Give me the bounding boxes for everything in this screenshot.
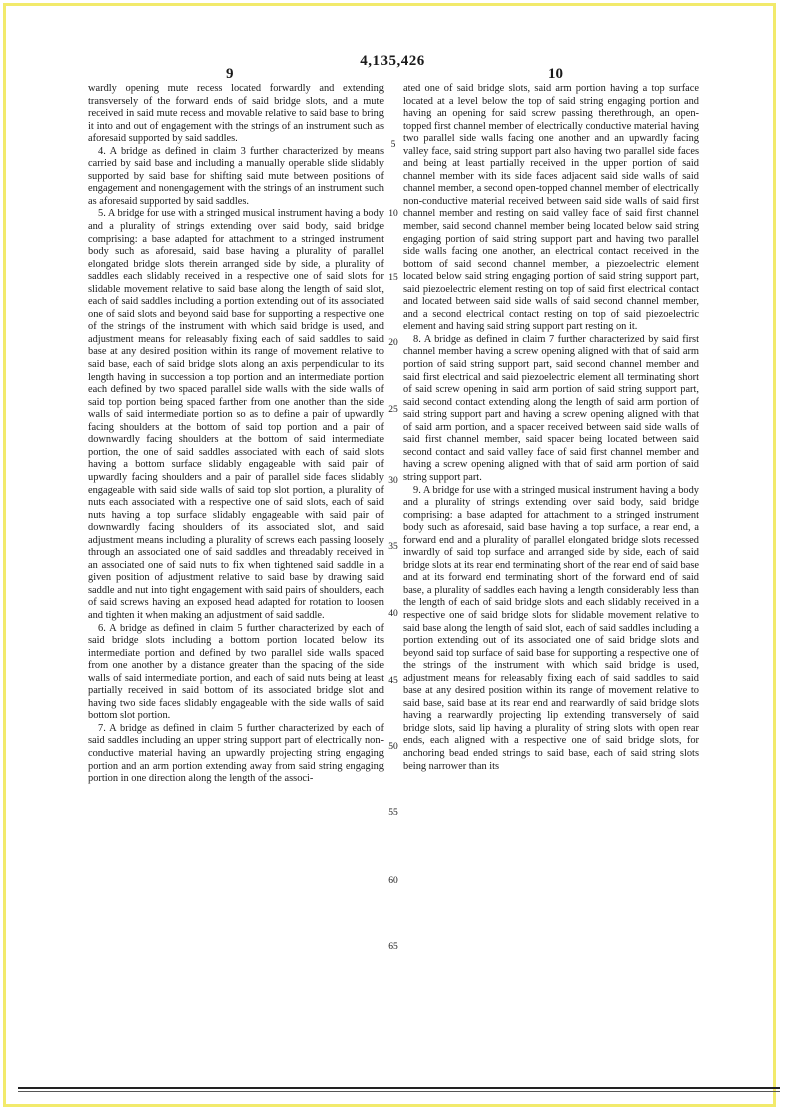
patent-number: 4,135,426 — [360, 53, 425, 69]
paragraph: ated one of said bridge slots, said arm portion having a top surface located at a level below the top of said string engaging portion and having an opening for said screw passing therethrough, an open-topped first channel member of electrically conductive material having two parallel side walls facing one another and an upwardly facing valley face, said string support part also having two parallel side faces and being at least partially received in the upper portion of said channel member with its side faces adjacent said side walls of said channel member, a second open-topped channel member of electrically non-conductive material received between said side walls of said first channel member and resting on said valley face of said first channel member, said second channel member being located below said string engaging portion of said string support part and having two parallel side walls facing one another, an electrical contact received in the bottom of said second channel member, a piezoelectric element located below said string engaging portion of said string support part, said piezoelectric element resting on top of said first electrical contact and located between said side walls of said second channel member, and a second electrical contact resting on top of said piezoelectric element and having said string support part resting on it. — [403, 83, 699, 333]
paragraph: wardly opening mute recess located forwardly and extending transversely of the forward ends of said bridge slots, and a mute received in said mute recess and movable relative to said base to bring it into and out of engagement with the strings of an instrument such as aforesaid supported by said saddles. — [88, 83, 384, 145]
bottom-rule — [18, 1091, 780, 1092]
claim-7: 7. A bridge as defined in claim 5 further characterized by each of said saddles including an upper string support part of electrically non-conductive material having an upwardly projecting string engaging portion and an arm portion extending away from said string engaging portion in one direction along the length of the associ- — [88, 722, 384, 785]
right-text-column — [403, 83, 699, 773]
left-text-column — [88, 83, 384, 786]
claim-8: 8. A bridge as defined in claim 7 further characterized by said first channel member having a screw opening aligned with that of said arm portion of said string support part, said second channel member and said first electrical and said piezoelectric element all terminating short of said screw opening in said arm portion of said string support part, said second contact extending along the length of said arm portion of said string support part and having a screw opening aligned with that of said arm portion, and a spacer received between said side walls of said first channel member, said spacer being located between said second contact and said valley face of said first channel member and having a screw opening aligned with that of said arm portion of said string support part. — [403, 333, 699, 483]
line-number: 50 — [388, 742, 398, 752]
line-number: 60 — [388, 876, 398, 886]
line-number: 40 — [388, 609, 398, 619]
line-number: 65 — [388, 942, 398, 952]
line-number: 55 — [388, 808, 398, 818]
line-number: 15 — [388, 273, 398, 283]
claim-5: 5. A bridge for use with a stringed musical instrument having a body and a plurality of strings extending over said body, said bridge comprising: a base adapted for attachment to a stringed instrument body such as aforesaid, said base having a plurality of parallel elongated bridge slots therein arranged side by side, a plurality of saddles each slidably received in a respective one of said slots for slidable movement relative to said base along the length of said slot, each of said saddles including a portion extending out of its associated one of said slots and beyond said base for supporting a respective one of the strings of the instrument with which said bridge is used, and adjustment means for releasably fixing each of said saddles to said base at any desired position within its range of movement relative to said base, each of said bridge slots along an axis perpendicular to its length having in succession a top portion and an intermediate portion each defined by two spaced parallel side walls with the side walls of said top portion being spaced farther from one another than the side walls of said intermediate portion so as to define a pair of upwardly facing shoulders at the bottom of said top portion and a pair of downwardly facing shoulders at the bottom of said intermediate portion, the one of said saddles associated with each of said slots having a bottom surface slidably engageable with said pair of upwardly facing shoulders and a pair of parallel side faces slidably engageable with said side walls of said top slot portion, a plurality of nuts each associated with a respective one of said slots, each of said nuts having a top surface slidably engageable with said pair of downwardly facing shoulders of its associated slot, and said adjustment means including a plurality of screws each passing loosely through an associated one of said saddles and threadably received in an associated one of said nuts to fix when tightened said saddle in a given position of adjustment relative to said base by drawing said saddle and nut into tight engagement with said pairs of shoulders, each of said screws having an exposed head adapted for rotation to loosen and tighten it when making an adjustment of said saddle. — [88, 208, 384, 621]
line-number: 30 — [388, 476, 398, 486]
left-column-number: 9 — [226, 66, 234, 82]
right-column-number: 10 — [548, 66, 563, 82]
claim-4: 4. A bridge as defined in claim 3 further characterized by means carried by said base and including a manually operable slide slidably supported by said base for shifting said mute between positions of engagement and nonengagement with the strings of an instrument such as aforesaid supported by said saddles. — [88, 145, 384, 207]
line-number: 45 — [388, 676, 398, 686]
claim-6: 6. A bridge as defined in claim 5 further characterized by each of said bridge slots including a bottom portion located below its intermediate portion and defined by two parallel side walls spaced from one another by a distance greater than the spacing of the side walls of said intermediate portion, and each of said nuts being at least partially received in said bottom of its associated bridge slot and having two side faces slidably engageable with the side walls of said bottom slot portion. — [88, 622, 384, 722]
line-number: 35 — [388, 542, 398, 552]
line-number: 10 — [388, 209, 398, 219]
line-number: 20 — [388, 338, 398, 348]
claim-9: 9. A bridge for use with a stringed musical instrument having a body and a plurality of strings extending over said body, said bridge comprising: a base adapted for attachment to a stringed instrument body such as aforesaid, said base having a top surface, a rear end, a forward end and a plurality of parallel elongated bridge slots recessed inwardly of said top surface and arranged side by side, each of said bridge slots at its rear end terminating short of the rear end of said base and at its forward end terminating short of the forward end of said base, a plurality of saddles each having a length considerably less than the length of each of said bridge slots and each slidably received in a respective one of said bridge slots for slidable movement relative to said base along the length of said slot, each of said saddles including a portion extending out of its associated one of said bridge slots and beyond said top surface of said base for supporting a respective one of the strings of the instrument with which said bridge is used, adjustment means for releasably fixing each of said saddles to said base at any desired position within its range of movement relative to said base, said base at its rear end and rearwardly of said bridge slots having a rearwardly projecting lip extending transversely of said bridge slots, said lip having a plurality of string slots with open rear ends, each aligned with a respective one of said bridge slots, for anchoring bead ended strings to said base, each of said string slots being narrower than its — [403, 484, 699, 772]
bottom-rule — [18, 1087, 780, 1089]
line-number: 25 — [388, 405, 398, 415]
line-number: 5 — [390, 140, 396, 150]
